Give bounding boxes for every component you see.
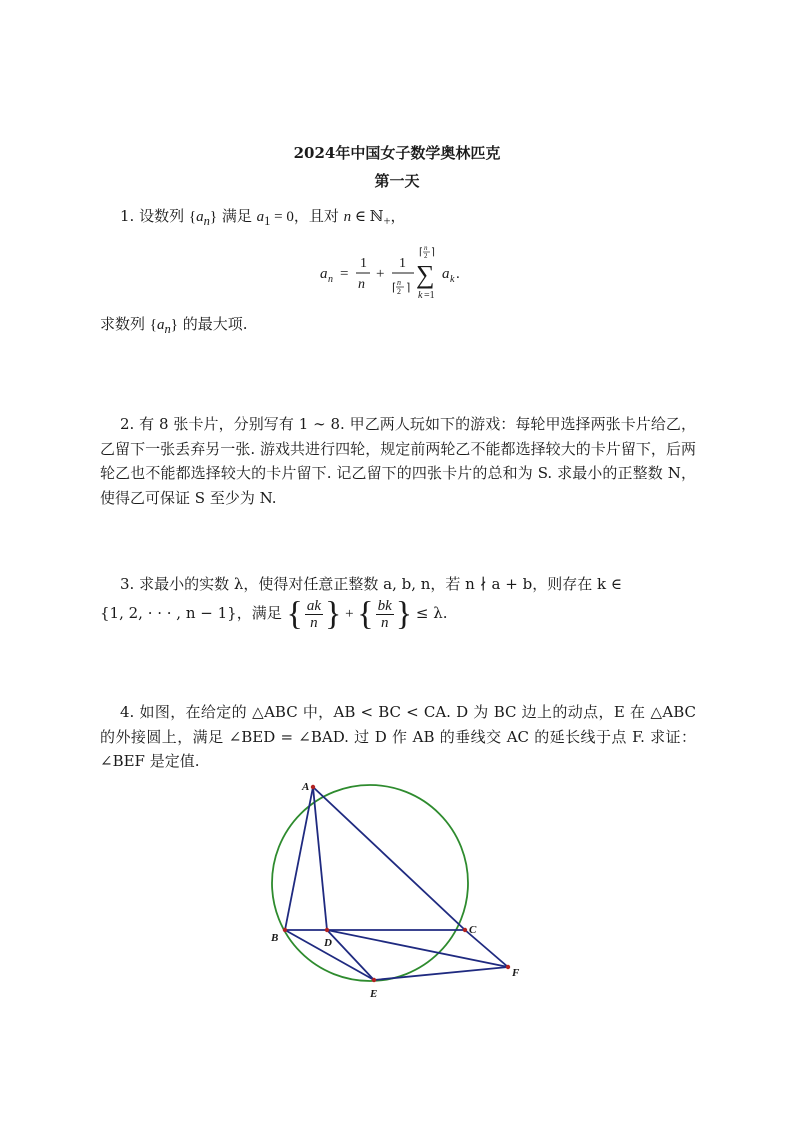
svg-text:n: n: [328, 274, 333, 285]
label-D: D: [324, 937, 332, 949]
svg-text:2: 2: [424, 252, 428, 260]
segment-AB: [285, 787, 313, 930]
segment-AC: [313, 787, 465, 930]
svg-text:a: a: [320, 266, 328, 282]
svg-text:n: n: [397, 278, 401, 287]
label-A: A: [302, 781, 310, 793]
problem-3-line-2: {1, 2, · · · , n − 1}，满足 { $\frac{ak}{n}$ } + { $\frac{bk}{n}$ } ≤ λ.: [100, 595, 448, 633]
label-E: E: [370, 988, 378, 1000]
svg-text:n: n: [358, 277, 365, 292]
problem-2-number: 2.: [120, 415, 135, 433]
svg-text:k: k: [450, 274, 455, 285]
problem-4-text: 如图，在给定的 △ABC 中，AB < BC < CA. D 为 BC 边上的动点，E 在 △ABC 的外接圆上，满足 ∠BED = ∠BAD. 过 D 作 AB 的垂线交 AC 的延长线于点 F. 求证：∠BEF 是定值.: [100, 703, 696, 770]
svg-text:1: 1: [399, 256, 406, 271]
svg-text:k: k: [418, 290, 423, 301]
svg-text:1: 1: [360, 256, 367, 271]
point-B: [283, 928, 287, 932]
page-title: 2024年中国女子数学奥林匹克: [293, 144, 501, 162]
svg-text:+: +: [376, 266, 385, 282]
problem-3-number: 3.: [120, 575, 135, 593]
segment-AD: [313, 787, 327, 930]
problem-1-number: 1.: [120, 207, 135, 225]
segment-EF: [374, 967, 508, 980]
label-F: F: [512, 967, 520, 979]
svg-text:⌉: ⌉: [431, 247, 435, 258]
point-A: [311, 785, 315, 789]
label-B: B: [271, 932, 279, 944]
svg-text:⌈: ⌈: [392, 282, 397, 294]
svg-text:.: .: [456, 266, 460, 282]
problem-4-number: 4.: [120, 703, 135, 721]
point-E: [372, 978, 376, 982]
svg-text:2: 2: [397, 287, 401, 296]
problem-2-text: 有 8 张卡片，分别写有 1 ∼ 8. 甲乙两人玩如下的游戏：每轮甲选择两张卡片给乙，乙留下一张丢弃另一张. 游戏共进行四轮，规定前两轮乙不能都选择较大的卡片留下，后两轮乙也不能都选择较大的卡片留下. 记乙留下的四张卡片的总和为 S. 求最小的正整数 N，使得乙可保证 S 至少为 N.: [100, 415, 696, 507]
svg-text:⌈: ⌈: [419, 247, 423, 258]
problem-1-intro: 1. 设数列 $\{a_n\}$ 满足 $a_1 = 0$，且对 n ∈ ℕ$_+$，: [120, 207, 406, 228]
label-C: C: [469, 924, 477, 936]
problem-3-line-1: 3. 求最小的实数 λ，使得对任意正整数 a, b, n，若 n ∤ a + b，则存在 k ∈: [120, 575, 622, 593]
point-F: [506, 965, 510, 969]
segment-DF: [327, 930, 508, 967]
point-C: [463, 928, 467, 932]
day-heading: 第一天: [374, 172, 420, 190]
svg-text:⌉: ⌉: [406, 282, 411, 294]
svg-text:n: n: [424, 246, 428, 252]
problem-1-question: 求数列 $\{a_n\}$ 的最大项.: [100, 315, 248, 336]
svg-text:=: =: [340, 266, 349, 282]
circumcircle: [272, 785, 468, 981]
svg-text:=1: =1: [424, 290, 435, 301]
point-D: [325, 928, 329, 932]
svg-text:∑: ∑: [416, 260, 435, 289]
svg-text:a: a: [442, 266, 450, 282]
